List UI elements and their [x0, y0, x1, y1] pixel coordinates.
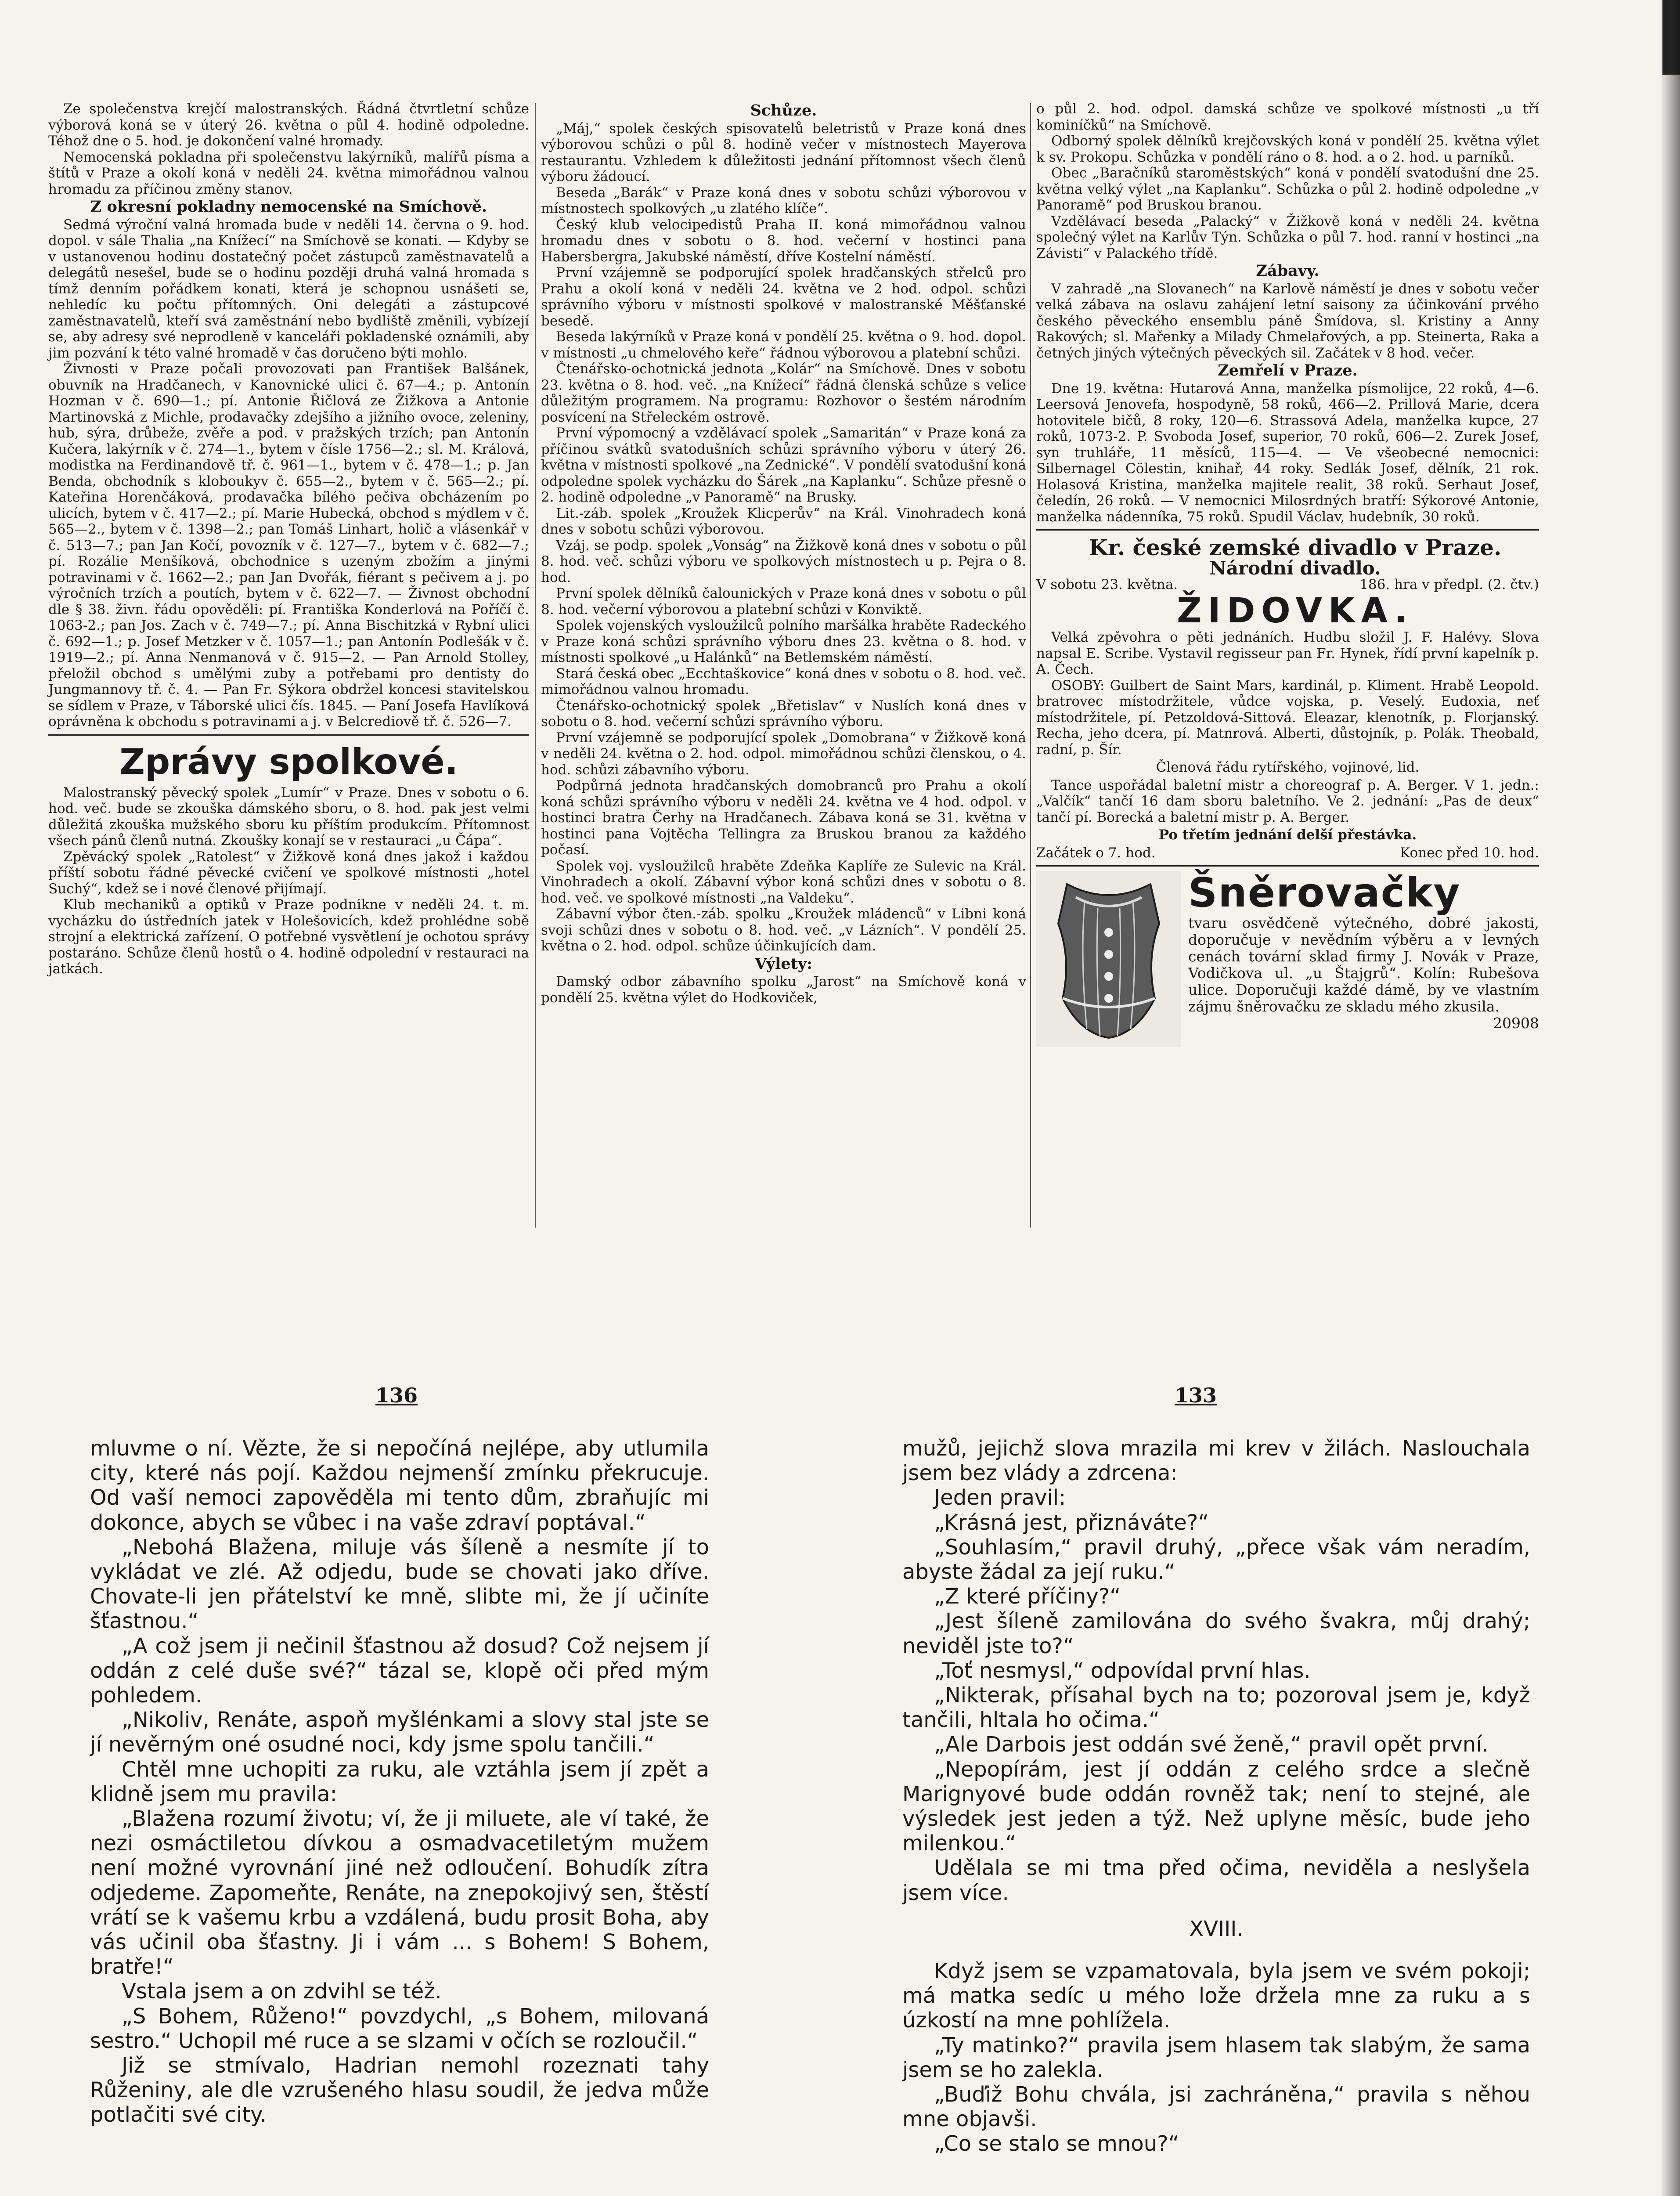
story-paragraph: „Nebohá Blažena, miluje vás šíleně a nesmíte jí to vykládat ve zlé. Až odjedu, bude se chovati jako dříve. Chovate-li jen přátelství ke mně, slibte mi, že jí učiníte šťastnou.“ [90, 1535, 709, 1634]
notice-item: Spolek vojenských vysloužilců polního maršálka hraběte Radeckého v Praze koná schůzi správního výboru dnes 23. května o 8. hod. v místnosti spolkové „u Halánků“ na Betlemském náměstí. [541, 618, 1026, 665]
story-paragraph: mluvme o ní. Vězte, že si nepočíná nejlépe, aby utlumila city, které nás pojí. Každou nejmenší zmínku překrucuje. Od vaší nemoci zapověděla mi tento dům, zbraňujíc mi dokonce, abych se vůbec i na vaše zdraví poptával.“ [90, 1436, 709, 1535]
column-rule [1030, 103, 1031, 1228]
notice-jarost: Damský odbor zábavního spolku „Jarost“ na Smíchově koná v pondělí 25. května výlet do Hodkoviček, [541, 974, 1026, 1006]
theatre-play-title: ŽIDOVKA. [1177, 591, 1413, 631]
theatre-extras: Členová řádu rytířského, vojinové, lid. [1156, 759, 1420, 775]
theatre-credits: Velká zpěvohra o pěti jednáních. Hudbu složil J. F. Halévy. Slova napsal E. Scribe. Vystavil regisseur pan Fr. Hynek, řídí první kapelník p. A. Čech. [1036, 629, 1539, 677]
theatre-title: Kr. české zemské divadlo v Praze. [1089, 535, 1502, 560]
notice-klub-mechaniku: Klub mechaniků a optiků v Praze podnikne v neděli 24. t. m. vycházku do ústředních jatek v Holešovicích, kdež prohlédne sobě strojní a elektrická zařízení. O potřebné vysvětlení je ochotou správy postaráno. Schůze členů hostů o 4. hodině odpolední v restauraci na jatkách. [48, 897, 529, 977]
story-paragraph: „Ale Darbois jest oddán své ženě,“ pravil opět první. [934, 1732, 1489, 1757]
story-paragraph: „S Bohem, Růženo!“ povzdychl, „s Bohem, milovaná sestro.“ Uchopil mé ruce a se slzami v očích se rozloučil.“ [90, 2004, 709, 2053]
notice-item: První spolek dělníků čalounických v Praze koná dnes v sobotu o půl 8. hod. večerní výborovou a platební schůzi v Konviktě. [541, 585, 1026, 618]
notice-item: Čtenářsko-ochotnická jednota „Kolár“ na Smíchově. Dnes v sobotu 23. května o 8. hod. več. „na Knížecí“ řádná členská schůze s velice důležitým programem. Na programu: Rozhovor o šestém národním posvícení na Střeleckém ostrově. [541, 361, 1026, 425]
story-paragraph: Když jsem se vzpamatovala, byla jsem ve svém pokoji; má matka sedíc u mého lože držela mne za ruku a s úzkostí na mne pohlížela. [902, 1959, 1530, 2033]
story-paragraph: „Nikoliv, Renáte, aspoň myšlénkami a slovy stal jste se jí nevěrným oné osudné noci, kdy jsme spolu tančili.“ [90, 1708, 709, 1757]
notice-item: První vzájemně se podporující spolek hradčanských střelců pro Prahu a okolí koná v neděli 24. května ve 2 hod. odpol. schůzi správního výboru v místnosti spolkové v malostranské Měšťanské besedě. [541, 265, 1026, 329]
notice-item: Stará česká obec „Ecchtaškovice“ koná dnes v sobotu o 8. hod. več. mimořádnou valnou hromadu. [541, 665, 1026, 697]
scan-edge-shadow [1660, 0, 1680, 2196]
notice-ratolest: Zpěvácký spolek „Ratolest“ v Žižkově koná dnes jakož i každou příští sobotu řádné pěvecké cvičení ve spolkové místnosti „hotel Suchý“, kdež se i nové členové přijímají. [48, 849, 529, 897]
section-heading-schuze: Schůze. [750, 101, 817, 119]
theatre-subtitle: Národní divadlo. [1209, 557, 1381, 579]
section-heading-zemreli: Zemřelí v Praze. [1218, 361, 1358, 379]
theatre-start: Začátek o 7. hod. [1036, 845, 1156, 861]
notice-okresni-heading: Z okresní pokladny nemocenské na Smíchově. [90, 198, 487, 216]
story-paragraph: „Z které příčiny?“ [934, 1584, 1121, 1609]
page-number-right: 133 [1175, 1383, 1217, 1407]
story-paragraph: „Jest šíleně zamilována do svého švakra, můj drahý; neviděl jste to?“ [902, 1609, 1530, 1658]
story-paragraph: mužů, jejichž slova mrazila mi krev v žilách. Naslouchala jsem bez vlády a zdrcena: [902, 1436, 1530, 1486]
story-paragraph: „Co se stalo se mnou?“ [934, 2131, 1179, 2156]
section-heading-zabavy: Zábavy. [1256, 262, 1319, 280]
column-2 [541, 101, 1026, 1006]
section-heading-zpravy: Zprávy spolkové. [119, 741, 458, 782]
notice-okresni: Sedmá výroční valná hromada bude v neděli 14. června o 9. hod. dopol. v sále Thalia „na Knížecí“ na Smíchově se konati. — Kdyby se v ustanovenou hodinu dostatečný počet zástupců zaměstnavatelů a delegátů nesešel, bude se o hodinu později druhá valná hromada s tímž denním pořádkem konati, která je schopnou usnášeti se, nehledíc ku počtu přítomných. Oni delegáti a zástupcové zaměstnavatelů, kteří svá zaměstnání nebo bydliště změnili, vybízejí se, aby adresy své neprodleně v kanceláři pokladenské oznámili, aby jim pozvání k této valné hromadě v čas doručeno býti mohlo. [48, 217, 529, 361]
notice-item: První výpomocný a vzdělávací spolek „Samaritán“ v Praze koná za příčinou svátků svatodušních schůzi správního výboru v úterý 26. května v místnosti spolkové „na Zednické“. V pondělí svatodušní koná odpoledne spolek vycházku do Šárek „na Kaplanku“. Schůze přesně o 2. hodině odpoledne „v Panoramě“ na Brusky. [541, 425, 1026, 505]
story-paragraph: „Krásná jest, přiznáváte?“ [934, 1510, 1209, 1535]
corset-illustration [1036, 871, 1181, 1047]
notice-item: Vzáj. se podp. spolek „Vonság“ na Žižkově koná dnes v sobotu o půl 8. hod. več. schůzi výboru ve spolkových místnostech u p. Pejra o 8. hod. [541, 537, 1026, 585]
notice-krejcovsky: Odborný spolek dělníků krejčovských koná v pondělí 25. května výlet k sv. Prokopu. Schůzka v pondělí ráno o 8. hod. a o 2. hod. u parníků. [1036, 133, 1539, 165]
notice-krejci: Ze společenstva krejčí malostranských. Řádná čtvrtletní schůze výborová koná se v úterý 26. května o půl 4. hodině odpoledne. Téhož dne o 5. hod. je dokončení valné hromady. [48, 101, 529, 149]
ad-title: Šněrovačky [1188, 869, 1461, 916]
notice-item: První vzájemně se podporující spolek „Domobrana“ v Žižkově koná v neděli 24. května o 2. hod. odpol. mimořádnou schůzi členskou, o 4. hod. schůzi zábavního výboru. [541, 730, 1026, 778]
story-left-page [90, 1436, 709, 2127]
divider [1036, 865, 1539, 867]
notice-item: Beseda lakýrníků v Praze koná v pondělí 25. května o 9. hod. dopol. v místnosti „u chmelového keře“ řádnou výborovou a platební schůzi. [541, 329, 1026, 361]
chapter-heading: XVIII. [1189, 1916, 1244, 1941]
story-paragraph: „Nikterak, přísahal bych na to; pozoroval jsem je, když tančili, hltala ho očima.“ [902, 1683, 1530, 1733]
notice-zemreli: Dne 19. května: Hutarová Anna, manželka písmolijce, 22 roků, 4—6. Leersová Jenovefa, hospodyně, 58 roků, 466—2. Prillová Marie, dcera hotovitele bičů, 8 roky, 120—6. Strassová Adela, manželka kupce, 27 roků, 1073-2. P. Svoboda Josef, superior, 70 roků, 606—2. Zurek Josef, syn truhláře, 11 měsíců, 115—4. — Ve všeobecné nemocnici: Silbernagel Cölestin, knihař, 44 roky. Sedlák Josef, dělník, 21 rok. Holasová Kristina, manželka majitele realit, 38 roků. Serhaut Josef, čeledín, 26 roků. — V nemocnici Milosrdných bratří: Sýkorové Antonie, manželka nádenníka, 75 roků. Spudil Václav, hudebník, 30 roků. [1036, 380, 1539, 525]
divider [1036, 529, 1539, 531]
page-number-left: 136 [375, 1383, 418, 1407]
notice-item: Čtenářsko-ochotnický spolek „Břetislav“ v Nuslích koná dnes v sobotu o 8. hod. večerní schůzi správního výboru. [541, 697, 1026, 730]
story-paragraph: Jeden pravil: [934, 1485, 1066, 1510]
notice-continued: o půl 2. hod. odpol. damská schůze ve spolkové místnosti „u tří kominíčků“ na Smíchově. [1036, 101, 1539, 133]
notice-item: „Máj,“ spolek českých spisovatelů beletristů v Praze koná dnes výborovou schůzi o půl 8. hodině večer v místnostech Mayerova restaurantu. Vzhledem k důležitosti jednání přítomnost všech členů výboru žádoucí. [541, 120, 1026, 184]
story-paragraph: „Nepopírám, jest jí oddán z celého srdce a slečně Marignyové bude oddán rovněž tak; není to stejné, ale výsledek jest jeden a týž. Než uplyne měsíc, bude jeho milenkou.“ [902, 1757, 1530, 1856]
story-paragraph: Vstala jsem a on zdvihl se též. [122, 1979, 442, 2004]
notice-item: Spolek voj. vysloužilců hraběte Zdeňka Kaplíře ze Sulevic na Král. Vinohradech a okolí. Zábavní výbor koná schůzi dnes v sobotu o 8. hod. več. ve spolkové místnosti „na Valdeku“. [541, 858, 1026, 906]
section-heading-vylety: Výlety: [754, 954, 813, 973]
notice-baracnici: Obec „Baračníků staroměstských“ koná v pondělí svatodušní dne 25. května velký výlet „na Kaplanku“. Schůzka o půl 2. hodině odpoledne „v Panoramě“ pod Bruskou branou. [1036, 165, 1539, 213]
story-right-page [902, 1436, 1530, 2156]
theatre-times [1036, 845, 1539, 861]
theatre-cast: OSOBY: Guilbert de Saint Mars, kardinál, p. Kliment. Hrabě Leopold. bratrovec místodržitele, vůdce vojska, p. Veselý. Eudoxia, neť místodržitele, pí. Petzoldová-Sittová. Eleazar, klenotník, p. Florjanský. Recha, jeho dcera, pí. Matnrová. Alberti, důstojník, p. Polák. Theobald, radní, p. Šír. [1036, 677, 1539, 758]
column-3 [1036, 101, 1539, 1047]
story-paragraph: „Ty matinko?“ pravila jsem hlasem tak slabým, že sama jsem se ho zalekla. [902, 2033, 1530, 2082]
divider [48, 734, 529, 736]
story-paragraph: Udělala se mi tma před očima, neviděla a neslyšela jsem více. [902, 1856, 1530, 1905]
notice-item: Beseda „Barák“ v Praze koná dnes v sobotu schůzi výborovou v místnostech spolkových „u zlatého klíče“. [541, 184, 1026, 217]
story-paragraph: „Toť nesmysl,“ odpovídal první hlas. [934, 1658, 1311, 1683]
theatre-dances: Tance uspořádal baletní mistr a choreograf p. A. Berger. V 1. jedn.: „Valčík“ tančí 16 dam sboru baletního. Ve 2. jednání: „Pas de deux“ tančí pí. Borecká a baletní mistr p. A. Berger. [1036, 777, 1539, 825]
column-1 [48, 101, 529, 977]
ad-text: tvaru osvědčeně výtečného, dobré jakosti, doporučuje v nevědním výběru a v levných cenách tovární sklad firmy J. Novák v Praze, Vodičkova ul. „u Štajgrů“. Kolín: Rubešova ulice. Doporučuji každé dámě, by ve vlastním zájmu šněrovačku ze skladu mého zkusila. [1188, 914, 1539, 1015]
notice-item: Zábavní výbor čten.-záb. spolku „Kroužek mládenců“ v Libni koná svoji schůzi dnes v sobotu o 8. hod. več. „v Lázních“. V pondělí 25. května o 2. hod. odpol. schůze účinkujících dam. [541, 906, 1026, 954]
story-paragraph: Chtěl mne uchopiti za ruku, ale vztáhla jsem jí zpět a klidně jsem mu pravila: [90, 1757, 709, 1806]
story-paragraph: „A což jsem ji nečinil šťastnou až dosud? Což nejsem jí oddán z celé duše své?“ tázal se, klopě oči před mým pohledem. [90, 1633, 709, 1708]
notice-slovany: V zahradě „na Slovanech“ na Karlově náměstí je dnes v sobotu večer velká zábava na oslavu zahájení letní saisony za účinkování prvého českého pěveckého ensemblu páně Šmídova, sl. Kristiny a Anny Rakových; sl. Mařenky a Milady Chmelařových, a pp. Steinerta, Raka a četných jiných výtečných pěveckých sil. Začátek v 8 hod. večer. [1036, 281, 1539, 361]
theatre-performance: 186. hra v předpl. (2. čtv.) [1359, 576, 1539, 592]
corset-advertisement [1036, 871, 1539, 1047]
story-paragraph: Již se stmívalo, Hadrian nemohl rozeznati tahy Růženiny, ale dle vzrušeného hlasu soudil, že jedva může potlačiti své city. [90, 2053, 709, 2127]
story-paragraph: „Blažena rozumí životu; ví, že ji miluete, ale ví také, že nezi osmáctiletou dívkou a osmadvacetiletým mužem není možné vyrovnání jiné než odloučení. Bohudík zítra odjedeme. Zapomeňte, Renáte, na znepokojivý sen, štěstí vrátí se k vašemu krbu a vzdálená, budu prosit Boha, aby vás učinil oba šťastny. Ji i vám ... s Bohem! S Bohem, bratře!“ [90, 1806, 709, 1979]
column-rule [535, 103, 536, 1228]
theatre-end: Konec před 10. hod. [1400, 845, 1539, 861]
story-paragraph: „Buďiž Bohu chvála, jsi zachráněna,“ pravila s něhou mne objavši. [902, 2082, 1530, 2132]
notice-palacky: Vzdělávací beseda „Palacký“ v Žižkově koná v neděli 24. května společný výlet na Karlův Týn. Schůzka o půl 7. hod. ranní v hostinci „na Závisti“ v Palackého třídě. [1036, 213, 1539, 261]
notice-item: Český klub velocipedistů Praha II. koná mimořádnou valnou hromadu dnes v sobotu o 8. hod. večerní v hostinci pana Habersbergra, Jakubské náměstí, dříve Kostelní náměstí. [541, 217, 1026, 265]
theatre-date: V sobotu 23. května. [1036, 576, 1178, 592]
notice-lumir: Malostranský pěvecký spolek „Lumír“ v Praze. Dnes v sobotu o 6. hod. več. bude se zkouška dámského sboru, o 8. hod. pak jest velmi důležitá zkouška mužského sboru ku příštím produkcím. Přítomnost všech pánů členů nutná. Zkoušky konají se v restauraci „u Čápa“. [48, 784, 529, 849]
notice-item: Lit.-záb. spolek „Kroužek Klicperův“ na Král. Vinohradech koná dnes v sobotu schůzi výborovou. [541, 505, 1026, 537]
ad-number: 20908 [1493, 1015, 1539, 1032]
notice-item: Podpůrná jednota hradčanských domobranců pro Prahu a okolí koná schůzi správního výboru v neděli 24. května ve 4 hod. odpol. v hostinci bratra Čerhy na Hradčanech. Zábava koná se 31. května v hostinci pana Vojtěcha Tellingra za Bruskou branou za každého počasí. [541, 778, 1026, 858]
notice-nemocenska: Nemocenská pokladna při společenstvu lakýrníků, malířů písma a štítů v Praze a okolí koná v neděli 24. května mimořádnou valnou hromadu za příčinou změny stanov. [48, 149, 529, 197]
theatre-intermission: Po třetím jednání delší přestávka. [1158, 827, 1417, 843]
story-paragraph: „Souhlasím,“ pravil druhý, „přece však vám neradím, abyste žádal za její ruku.“ [902, 1535, 1530, 1585]
notice-zivnosti: Živnosti v Praze počali provozovati pan František Balšánek, obuvník na Hradčanech, v Kanovnické ulici č. 67—4.; p. Antonín Hozman v č. 690—1.; pí. Antonie Řičlová ze Žižkova a Antonie Martinovská z Michle, prodavačky zdejšího a jižního ovoce, zeleniny, hub, sýra, drůbeže, zvěře a pod. v pražských trzích; pan Antonín Kučera, lakýrník v č. 274—1., bytem v čísle 1756—2.; sl. M. Králová, modistka na Ferdinandově tř. č. 961—1., bytem v č. 478—1.; p. Jan Benda, obchodník s kloboukyv č. 655—2., bytem v č. 565—2.; pí. Kateřina Horenčáková, prodavačka bílého pečiva obcházením po ulicích, bytem v č. 417—2.; pí. Marie Hubecká, obchod s mýdlem v č. 565—2., bytem v č. 1398—2.; pan Tomáš Linhart, holič a vlásenkář v č. 513—7.; pan Jan Kočí, povozník v č. 127—7., bytem v č. 682—7.; pí. Rozálie Menšíková, obchodnice s uzeným zbožím a jinými potravinami v č. 1662—2.; pan Jan Dvořák, fiérant s pečivem a j. po výročních trzích a poutích, bytem v č. 622—7. — Živnost obchodní dle § 38. živn. řádu opověděli: pí. Františka Konderlová na Poříčí č. 1063-2.; pan Jos. Zach v č. 749—7.; pí. Anna Bischitzká v Rybní ulici č. 692—1.; p. Josef Metzker v č. 1057—1.; pan Antonín Podlešák v č. 1919—2.; pí. Anna Nenmanová v č. 915—2. — Pan Arnold Stolley, přeložil obchod s umělými zuby a potřebami pro dentisty do Jungmannovy tř. č. 4. — Pan Fr. Sýkora obdržel koncesi stavitelskou se sídlem v Praze, v Táborské ulici čís. 1845. — Paní Josefa Havlíková oprávněna k obchodu s potravinami a j. v Belcrediově tř. č. 526—7. [48, 361, 529, 730]
